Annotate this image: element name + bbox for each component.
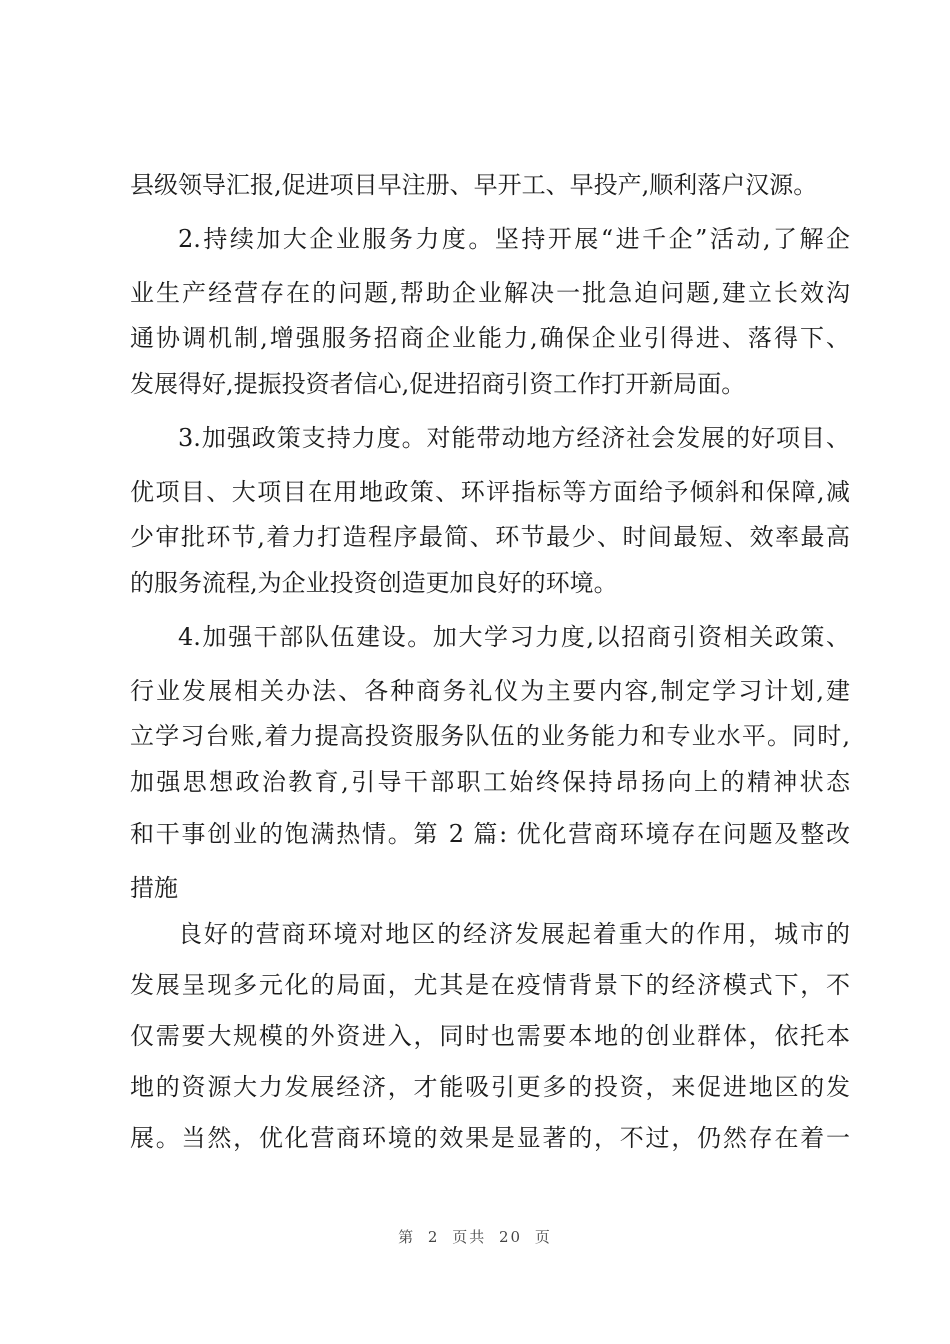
text-line: 良好的营商环境对地区的经济发展起着重大的作用，城市的 bbox=[178, 920, 850, 948]
text-line: 和干事创业的饱满热情。第 2 篇: 优化营商环境存在问题及整改 bbox=[130, 820, 850, 848]
text-line: 地的资源大力发展经济，才能吸引更多的投资，来促进地区的发 bbox=[130, 1073, 850, 1101]
text-line: 优项目、大项目在用地政策、环评指标等方面给予倾斜和保障,减 bbox=[130, 478, 850, 506]
text-line: 加强思想政治教育,引导干部职工始终保持昂扬向上的精神状态 bbox=[130, 768, 850, 796]
text-line: 立学习台账,着力提高投资服务队伍的业务能力和专业水平。同时, bbox=[130, 722, 850, 750]
text-line: 的服务流程,为企业投资创造更加良好的环境。 bbox=[130, 569, 618, 597]
text-line: 业生产经营存在的问题,帮助企业解决一批急迫问题,建立长效沟 bbox=[130, 279, 850, 307]
text-line: 通协调机制,增强服务招商企业能力,确保企业引得进、落得下、 bbox=[130, 324, 850, 352]
text-line: 发展得好,提振投资者信心,促进招商引资工作打开新局面。 bbox=[130, 370, 746, 398]
text-line: 展。当然，优化营商环境的效果是显著的，不过，仍然存在着一 bbox=[130, 1124, 850, 1152]
page-footer: 第 2 页共 20 页 bbox=[398, 1228, 552, 1246]
text-line: 3.加强政策支持力度。对能带动地方经济社会发展的好项目、 bbox=[178, 424, 850, 452]
text-line: 2.持续加大企业服务力度。坚持开展“进千企”活动,了解企 bbox=[178, 225, 850, 253]
text-line: 措施 bbox=[130, 874, 178, 902]
text-line: 仅需要大规模的外资进入，同时也需要本地的创业群体，依托本 bbox=[130, 1022, 850, 1050]
text-line: 少审批环节,着力打造程序最简、环节最少、时间最短、效率最高 bbox=[130, 523, 850, 551]
text-line: 发展呈现多元化的局面，尤其是在疫情背景下的经济模式下，不 bbox=[130, 971, 850, 999]
text-line: 4.加强干部队伍建设。加大学习力度,以招商引资相关政策、 bbox=[178, 623, 850, 651]
text-line: 县级领导汇报,促进项目早注册、早开工、早投产,顺利落户汉源。 bbox=[130, 171, 818, 199]
text-line: 行业发展相关办法、各种商务礼仪为主要内容,制定学习计划,建 bbox=[130, 677, 850, 705]
